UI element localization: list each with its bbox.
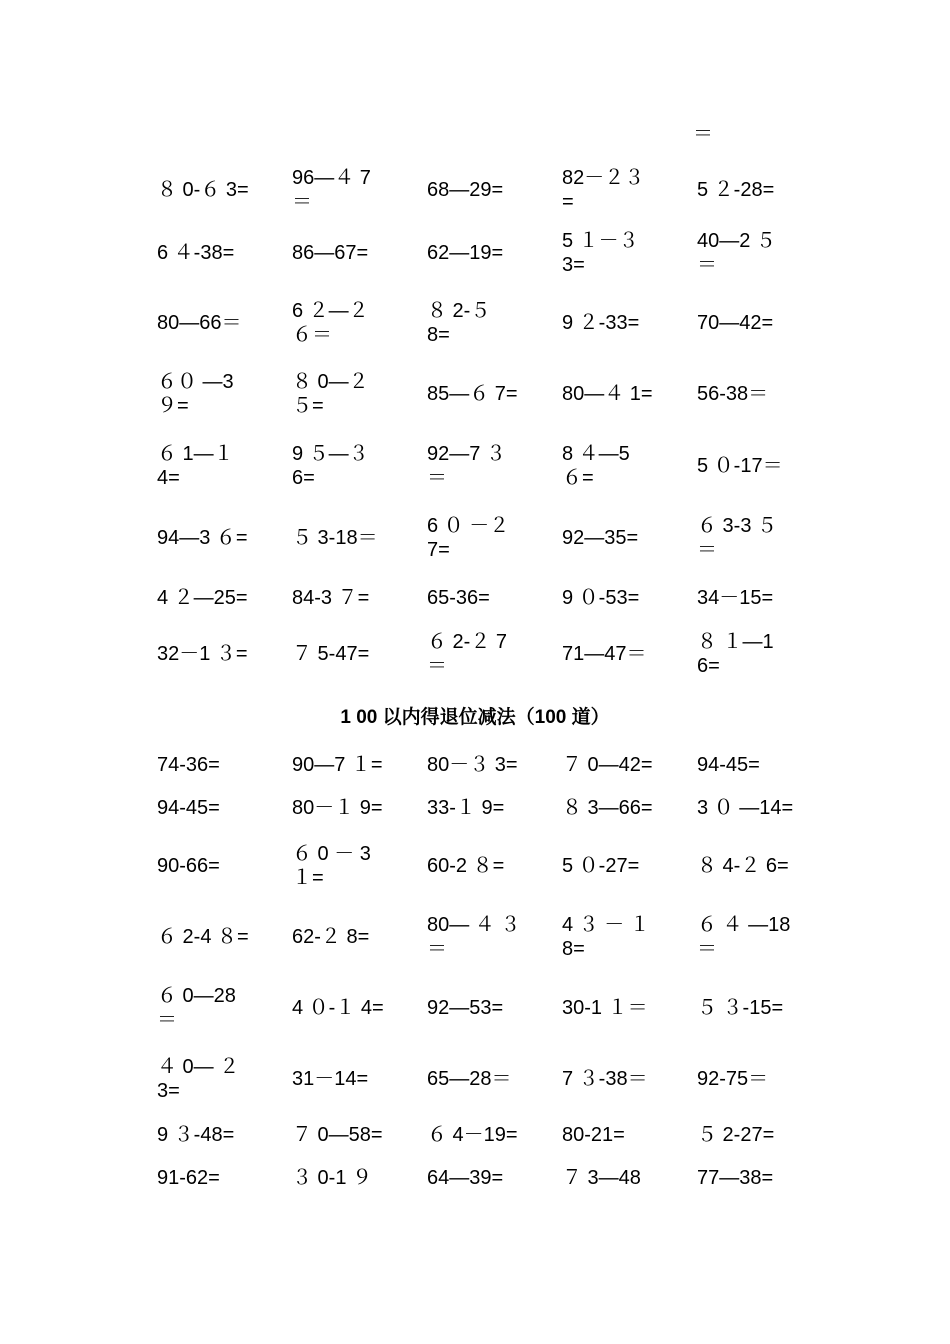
problem-cell: 92—7 ３ ＝ <box>427 443 506 489</box>
problem-row <box>150 1155 825 1201</box>
problem-cell: 80－３ 3= <box>427 754 518 776</box>
problem-cell: 71—47＝ <box>562 643 647 665</box>
problem-cell: ６ 2-4 ８= <box>157 926 249 948</box>
problem-cell: ８ 3—66= <box>562 797 653 819</box>
problem-cell: 56-38＝ <box>697 383 769 405</box>
problem-cell: 9 ２-33= <box>562 312 640 334</box>
problem-cell: 80—66＝ <box>157 312 242 334</box>
problem-cell: ６ 0 － 3 １= <box>292 843 371 889</box>
problem-cell: 3 ０ —14= <box>697 797 794 819</box>
problem-cell: 4 ０-１ 4= <box>292 997 384 1019</box>
problem-row <box>150 831 825 901</box>
problem-cell: 5 ２-28= <box>697 179 775 201</box>
problem-row <box>150 745 825 785</box>
problem-cell: 85—６ 7= <box>427 383 518 405</box>
problem-cell: 92—35= <box>562 527 639 549</box>
problem-cell: 7 ３-38＝ <box>562 1068 648 1090</box>
stray-equals-mark: ＝ <box>693 123 713 145</box>
problem-cell: 5 ０-27= <box>562 855 640 877</box>
problem-cell: ８ 0-６ 3= <box>157 179 249 201</box>
problem-row <box>150 973 825 1043</box>
problem-cell: ６０ —3 ９= <box>157 371 234 417</box>
problem-cell: ７ 0—58= <box>292 1124 383 1146</box>
problem-cell: 82－２３ = <box>562 167 645 213</box>
problem-cell: ６ 1—１ 4= <box>157 443 234 489</box>
problem-cell: 9 ５—３ 6= <box>292 443 369 489</box>
section-title: 1 00 以内得退位减法（100 道） <box>340 707 610 728</box>
problem-cell: 64—39= <box>427 1167 504 1189</box>
problem-cell: 31－14= <box>292 1068 369 1090</box>
problem-cell: 92—53= <box>427 997 504 1019</box>
problem-cell: 60-2 ８= <box>427 855 505 877</box>
problem-cell: 77—38= <box>697 1167 774 1189</box>
problem-cell: 80－１ 9= <box>292 797 383 819</box>
problem-row <box>150 218 825 288</box>
problem-cell: 86—67= <box>292 242 369 264</box>
problem-cell: 80-21= <box>562 1124 625 1146</box>
problem-cell: 68—29= <box>427 179 504 201</box>
problem-cell: 92-75＝ <box>697 1068 769 1090</box>
problem-cell: 32－1 ３= <box>157 643 248 665</box>
problem-cell: 4 ２—25= <box>157 587 248 609</box>
problem-cell: 96—４ 7 ＝ <box>292 167 371 213</box>
problem-cell: 74-36= <box>157 754 220 776</box>
problem-cell: 90-66= <box>157 855 220 877</box>
problem-cell: 4 ３ － １ 8= <box>562 914 650 960</box>
problem-cell: ８ １—1 6= <box>697 631 774 677</box>
problem-cell: ６ 3-3 ５ ＝ <box>697 515 778 561</box>
problem-cell: 6 ０ －２ 7= <box>427 515 510 561</box>
problem-row <box>150 430 825 502</box>
problem-cell: ８ 0—２ ５= <box>292 371 369 417</box>
problem-row <box>150 1115 825 1155</box>
problem-cell: 91-62= <box>157 1167 220 1189</box>
problem-cell: 84-3 ７= <box>292 587 370 609</box>
problem-cell: 65-36= <box>427 587 490 609</box>
problem-grid-part2 <box>150 745 825 1201</box>
problem-cell: ８ 2-５ 8= <box>427 300 491 346</box>
problem-cell: 34－15= <box>697 587 774 609</box>
problem-cell: ３ 0-1 ９ <box>292 1167 373 1189</box>
problem-cell: 40—2 ５ ＝ <box>697 230 776 276</box>
problem-cell: ４ 0— ２ 3= <box>157 1056 240 1102</box>
problem-row <box>150 901 825 973</box>
problem-grid-part1 <box>150 162 825 686</box>
problem-cell: ５ 2-27= <box>697 1124 775 1146</box>
problem-cell: ６ ４ —18 ＝ <box>697 914 791 960</box>
problem-row <box>150 502 825 574</box>
problem-cell: ６ 2-２ 7 ＝ <box>427 631 508 677</box>
problem-cell: 33-１ 9= <box>427 797 505 819</box>
problem-cell: 6 ２—２ ６＝ <box>292 300 369 346</box>
problem-row <box>150 622 825 686</box>
problem-cell: 62-２ 8= <box>292 926 370 948</box>
problem-row <box>150 574 825 622</box>
problem-cell: 6 ４-38= <box>157 242 235 264</box>
problem-cell: 94—3 ６= <box>157 527 248 549</box>
problem-row <box>150 785 825 831</box>
problem-cell: 30-1 １＝ <box>562 997 648 1019</box>
problem-cell: ６ 0—28 ＝ <box>157 985 236 1031</box>
problem-cell: 5 ０-17＝ <box>697 455 783 477</box>
problem-cell: 94-45= <box>697 754 760 776</box>
problem-cell: 65—28＝ <box>427 1068 512 1090</box>
problem-cell: ５ 3-18＝ <box>292 527 378 549</box>
problem-cell: 80—４ 1= <box>562 383 653 405</box>
problem-cell: ７ 3—48 <box>562 1167 641 1189</box>
problem-cell: 62—19= <box>427 242 504 264</box>
problem-cell: ６ 4－19= <box>427 1124 518 1146</box>
problem-cell: ５ ３-15= <box>697 997 784 1019</box>
problem-cell: 94-45= <box>157 797 220 819</box>
problem-row <box>150 358 825 430</box>
problem-row <box>150 162 825 218</box>
problem-cell: 8 ４—5 ６= <box>562 443 630 489</box>
problem-cell: 80— ４ ３ ＝ <box>427 914 521 960</box>
problem-row <box>150 1043 825 1115</box>
problem-cell: ８ 4-２ 6= <box>697 855 789 877</box>
problem-cell: 90—7 １= <box>292 754 383 776</box>
problem-cell: 70—42= <box>697 312 774 334</box>
problem-cell: 5 １－３ 3= <box>562 230 639 276</box>
problem-cell: ７ 5-47= <box>292 643 370 665</box>
problem-cell: 9 ０-53= <box>562 587 640 609</box>
problem-row <box>150 288 825 358</box>
problem-cell: 9 ３-48= <box>157 1124 235 1146</box>
problem-cell: ７ 0—42= <box>562 754 653 776</box>
